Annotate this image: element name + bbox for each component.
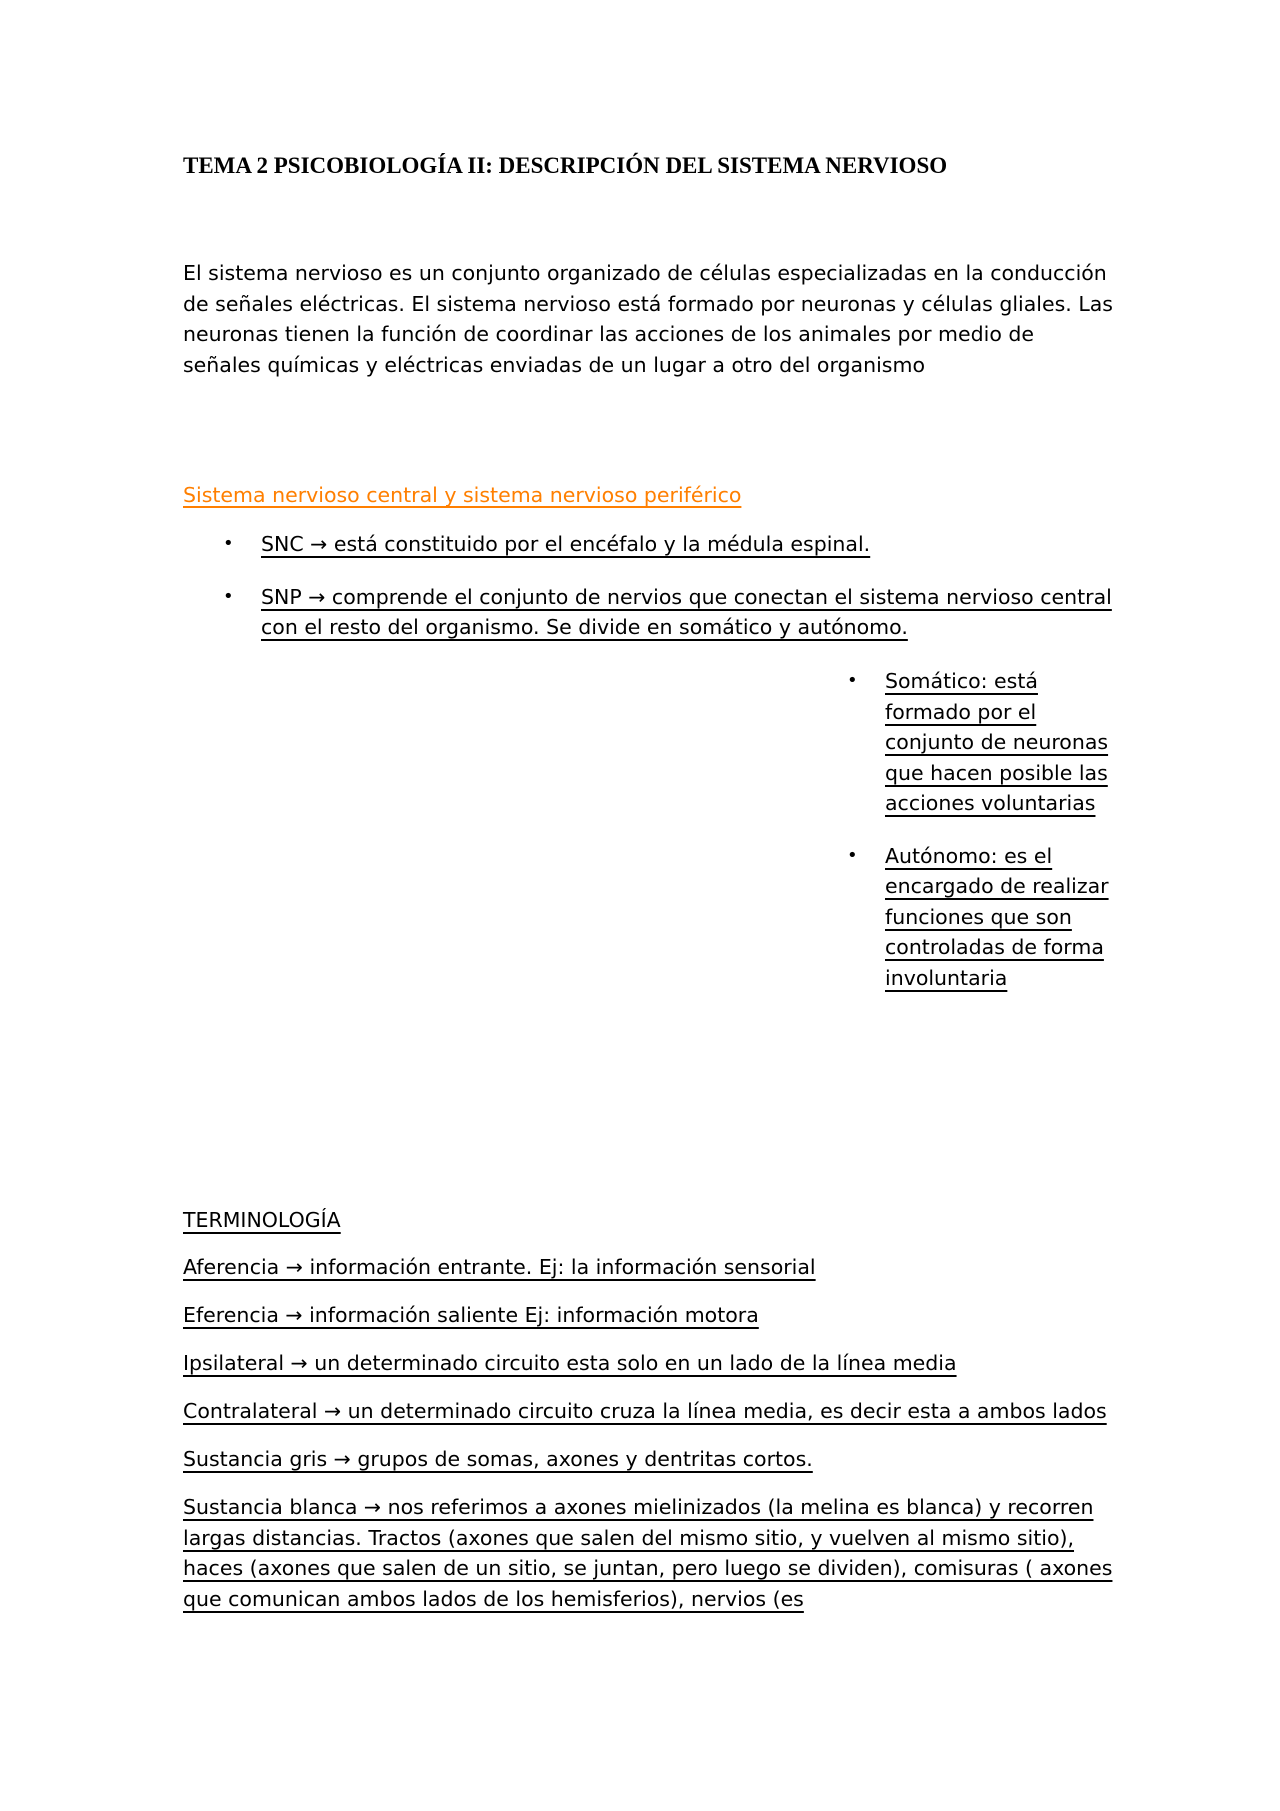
term-sustancia-blanca: Sustancia blanca → nos referimos a axones mielinizados (la melina es blanca) y recorren largas distancias. Tractos (axones que salen del mismo sitio, y vuelven al mismo sitio), haces (axones que salen de un sitio, se juntan, pero luego se dividen), comisuras ( axones que comunican ambos lados de los hemisferios), nervios (es: [183, 1495, 1113, 1611]
term-sustancia-gris: Sustancia gris → grupos de somas, axones y dentritas cortos.: [183, 1447, 813, 1471]
term-eferencia: Eferencia → información saliente Ej: información motora: [183, 1303, 759, 1327]
document-title: TEMA 2 PSICOBIOLOGÍA II: DESCRIPCIÓN DEL SISTEMA NERVIOSO: [183, 153, 948, 178]
terminology-heading: TERMINOLOGÍA: [183, 1208, 341, 1232]
bullet-icon: •: [223, 533, 234, 554]
list-item: [183, 1492, 1113, 1614]
list-item: [183, 1348, 1113, 1379]
list-item: [183, 1396, 1113, 1427]
bullet-text-snc: SNC → está constituido por el encéfalo y la médula espinal.: [261, 532, 871, 556]
list-item: [183, 1444, 1113, 1475]
list-item: [183, 1252, 1113, 1283]
term-ipsilateral: Ipsilateral → un determinado circuito esta solo en un lado de la línea media: [183, 1351, 957, 1375]
bullet-text-snp: SNP → comprende el conjunto de nervios que conectan el sistema nervioso central con el resto del organismo. Se divide en somático y autónomo.: [261, 584, 1112, 639]
section-heading: Sistema nervioso central y sistema nervioso periférico: [183, 483, 742, 507]
bullet-text-somatico: Somático: está formado por el conjunto de neuronas que hacen posible las acciones voluntarias: [885, 669, 1109, 815]
list-item: [183, 1300, 1113, 1331]
bullet-icon: •: [847, 844, 858, 866]
list-item: [223, 582, 1141, 643]
bullet-icon: •: [223, 585, 234, 607]
main-bullet-list: [223, 529, 1141, 665]
sub-bullet-list: [847, 666, 1125, 1015]
term-contralateral: Contralateral → un determinado circuito cruza la línea media, es decir esta a ambos lados: [183, 1399, 1107, 1423]
term-aferencia: Aferencia → información entrante. Ej: la información sensorial: [183, 1255, 816, 1279]
list-item: [847, 841, 1125, 994]
intro-paragraph: El sistema nervioso es un conjunto organizado de células especializadas en la conducción de señales eléctricas. El sistema nervioso está formado por neuronas y células gliales. Las neuronas tienen la función de coordinar las acciones de los animales por medio de señales químicas y eléctricas enviadas de un lugar a otro del organismo: [183, 261, 1113, 377]
list-item: [223, 529, 1141, 560]
bullet-text-autonomo: Autónomo: es el encargado de realizar funciones que son controladas de forma involuntaria: [885, 843, 1109, 990]
bullet-icon: •: [847, 670, 858, 691]
terminology-list: [183, 1252, 1113, 1632]
list-item: [847, 666, 1125, 819]
